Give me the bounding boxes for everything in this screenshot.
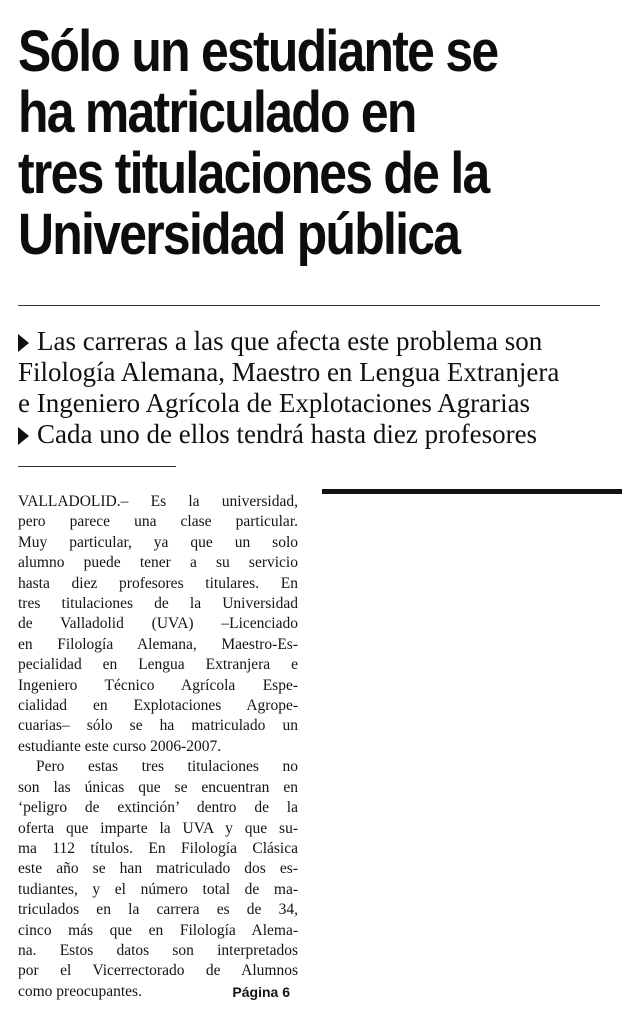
headline-line: tres titulaciones de la [18, 141, 489, 206]
body-line: Muy particular, ya que un solo [18, 533, 298, 551]
body-line: pecialidad en Lengua Extranjera e [18, 656, 298, 674]
body-line: oferta que imparte la UVA y que su- [18, 819, 298, 837]
subheadings [18, 326, 618, 450]
body-line: na. Estos datos son interpretados [18, 941, 298, 959]
page-reference: Página 6 [232, 983, 290, 1000]
body-line: Pero estas tres titulaciones no [36, 758, 298, 776]
divider-right-thick [322, 489, 622, 494]
body-line: ma 112 títulos. En Filología Clásica [18, 839, 298, 857]
headline [18, 19, 534, 267]
paragraph-1 [18, 492, 298, 757]
headline-line: Universidad pública [18, 202, 460, 267]
body-line: ‘peligro de extinción’ dentro de la [18, 799, 298, 817]
subheading-2-line [18, 419, 618, 450]
body-line: por el Vicerrectorado de Alumnos [18, 962, 298, 980]
subheading-1-line: e Ingeniero Agrícola de Explotaciones Agrarias [18, 388, 531, 418]
body-line: como preocupantes. [18, 982, 142, 1000]
subheading-text: Las carreras a las que afecta este problema son [37, 326, 543, 356]
body-line: de Valladolid (UVA) –Licenciado [18, 615, 298, 633]
headline-line: ha matriculado en [18, 80, 416, 145]
body-line: tudiantes, y el número total de ma- [18, 880, 298, 898]
body-line: en Filología Alemana, Maestro-Es- [18, 635, 298, 653]
body-line: Ingeniero Técnico Agrícola Espe- [18, 676, 298, 694]
subheading-1-line: Filología Alemana, Maestro en Lengua Extranjera [18, 357, 560, 387]
body-line: son las únicas que se encuentran en [18, 778, 298, 796]
divider-top [18, 305, 600, 306]
triangle-bullet-icon [18, 334, 29, 352]
paragraph-2 [18, 757, 298, 1002]
subheading-1-line [18, 326, 618, 357]
headline-line: Sólo un estudiante se [18, 19, 498, 84]
body-line: VALLADOLID.– Es la universidad, [18, 493, 298, 510]
triangle-bullet-icon [18, 427, 29, 445]
body-line: hasta diez profesores titulares. En [18, 574, 298, 592]
body-line: tres titulaciones de la Universidad [18, 595, 298, 613]
body-line: pero parece una clase particular. [18, 513, 298, 531]
body-line: triculados en la carrera es de 34, [18, 901, 298, 919]
body-line: este año se han matriculado dos es- [18, 860, 298, 878]
divider-left [18, 466, 176, 467]
body-line-final [18, 982, 298, 1002]
body-line: alumno puede tener a su servicio [18, 554, 298, 572]
body-line: cialidad en Explotaciones Agrope- [18, 697, 298, 715]
article-body [18, 492, 298, 1002]
body-line: estudiante este curso 2006-2007. [18, 737, 222, 755]
body-line: cinco más que en Filología Alema- [18, 921, 298, 939]
body-line: cuarias– sólo se ha matriculado un [18, 717, 298, 735]
subheading-text: Cada uno de ellos tendrá hasta diez profesores [37, 419, 538, 449]
